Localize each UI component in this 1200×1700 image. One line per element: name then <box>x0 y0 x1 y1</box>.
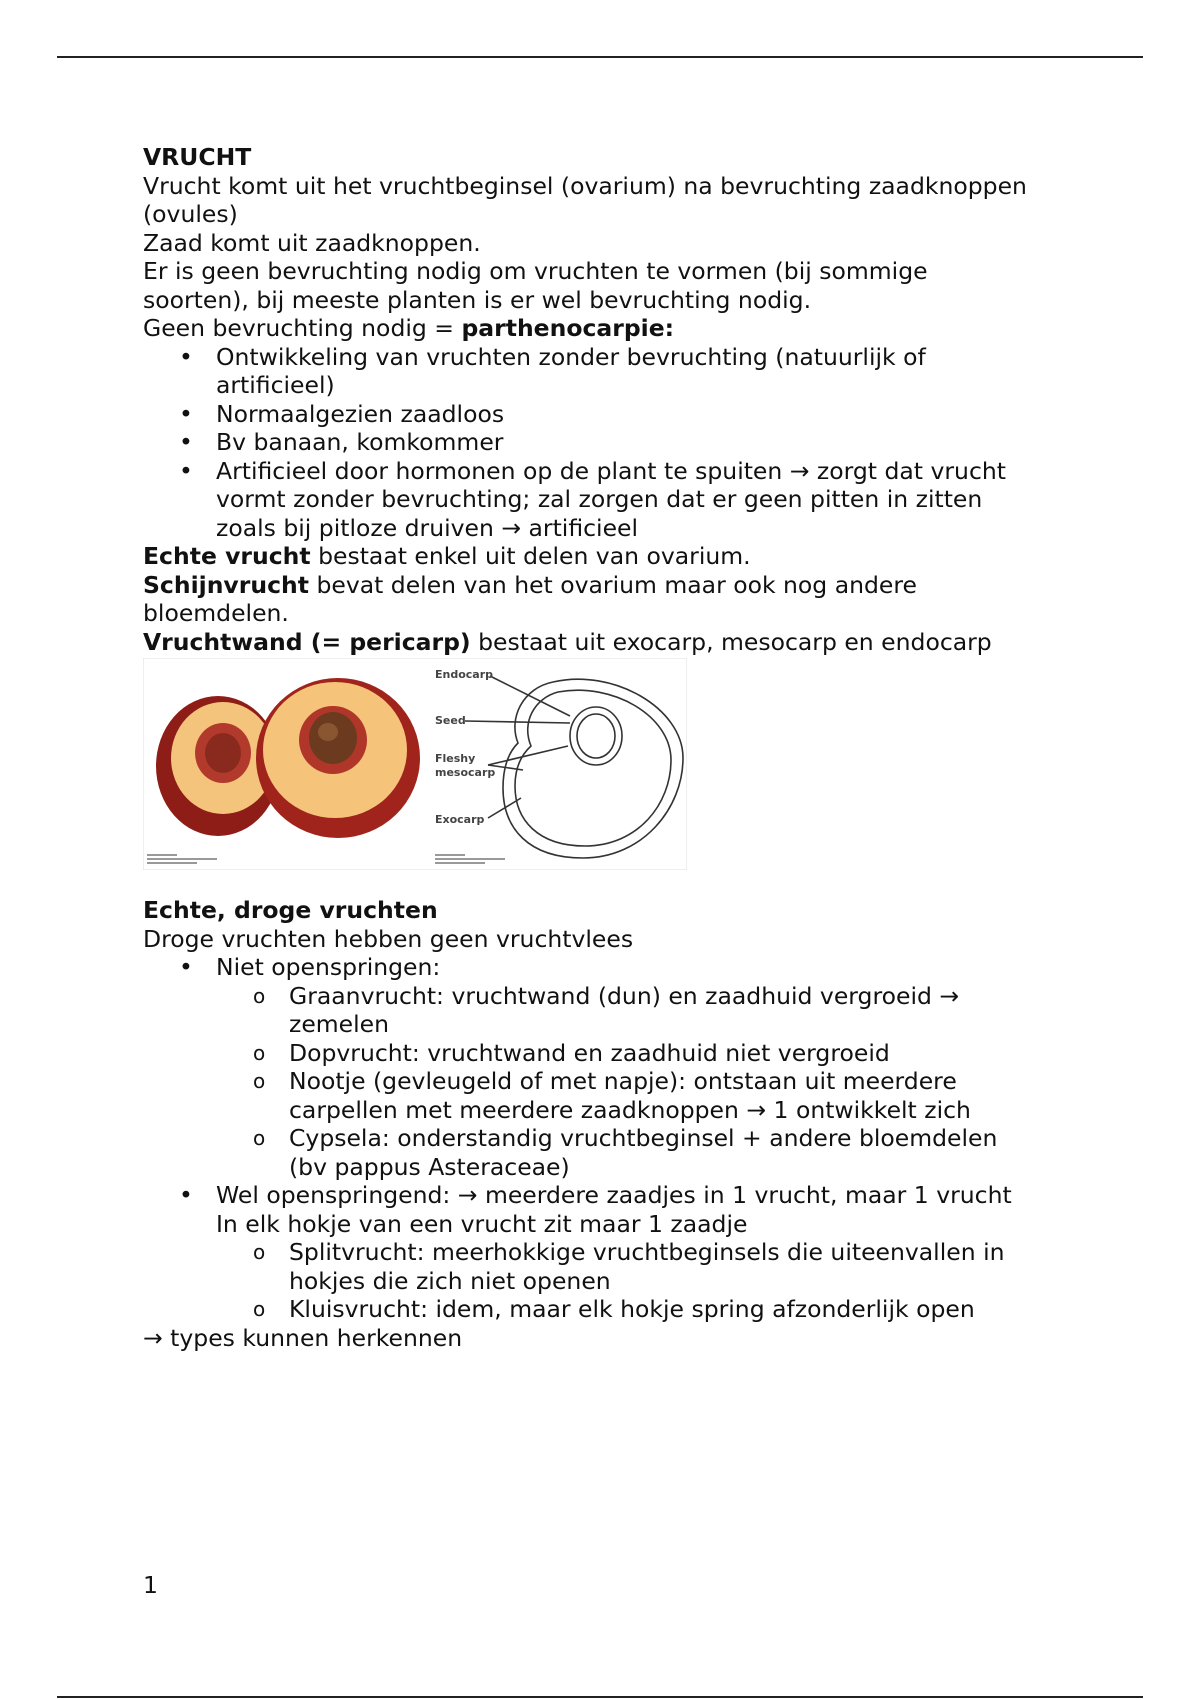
intro-line: soorten), bij meeste planten is er wel bevruchting nodig. <box>143 285 812 314</box>
intro-line: Er is geen bevruchting nodig om vruchten te vormen (bij sommige <box>143 257 928 285</box>
list-item <box>143 428 1093 457</box>
list-item-line: (bv pappus Asteraceae) <box>289 1152 570 1181</box>
list-item-line: carpellen met meerdere zaadknoppen → 1 ontwikkelt zich <box>289 1095 971 1124</box>
fleshy-label: Fleshy <box>435 752 476 765</box>
peach-photo <box>156 678 420 838</box>
parthenocarpie-term: parthenocarpie: <box>461 314 675 342</box>
intro-line: (ovules) <box>143 200 238 228</box>
sublist-item <box>216 1039 1093 1068</box>
document-body <box>143 143 1093 1352</box>
list-item-line: o Splitvrucht: meerhokkige vruchtbeginsels die uiteenvallen in <box>289 1238 1005 1266</box>
vruchtwand-term: Vruchtwand (= pericarp) <box>143 627 471 656</box>
vruchtwand-text: bestaat uit exocarp, mesocarp en endocarp <box>470 627 992 656</box>
sublist-item <box>216 982 1093 1039</box>
list-item-line: o Dopvrucht: vruchtwand en zaadhuid niet vergroeid <box>289 1038 890 1067</box>
sublist-item <box>216 1295 1093 1324</box>
vruchtwand-definition <box>143 628 1093 657</box>
list-item <box>143 457 1093 543</box>
intro-line: Zaad komt uit zaadknoppen. <box>143 228 481 257</box>
list-item <box>143 953 1093 1181</box>
parthenocarpie-prefix: Geen bevruchting nodig = <box>143 314 462 342</box>
list-item-line: • Normaalgezien zaadloos <box>216 399 505 428</box>
list-item-line: In elk hokje van een vrucht zit maar 1 zaadje <box>216 1209 748 1238</box>
list-item <box>143 343 1093 400</box>
list-item-line: o Nootje (gevleugeld of met napje): ontstaan uit meerdere <box>289 1067 957 1095</box>
list-item-line: o Graanvrucht: vruchtwand (dun) en zaadhuid vergroeid → <box>289 981 960 1010</box>
list-item-line: zoals bij pitloze druiven → artificieel <box>216 513 639 542</box>
list-item-line: o Kluisvrucht: idem, maar elk hokje spring afzonderlijk open <box>289 1295 975 1323</box>
footer-rule <box>57 1696 1143 1698</box>
schijnvrucht-text-cont: bloemdelen. <box>143 599 289 627</box>
sublist-item <box>216 1238 1093 1295</box>
sublist <box>216 1238 1093 1324</box>
sublist-item <box>216 1067 1093 1124</box>
droge-heading: Echte, droge vruchten <box>143 896 438 924</box>
sublist-item <box>216 1124 1093 1181</box>
header-rule <box>57 56 1143 58</box>
exocarp-label: Exocarp <box>435 813 485 826</box>
intro-line: Vrucht komt uit het vruchtbeginsel (ovarium) na bevruchting zaadknoppen <box>143 171 1027 200</box>
echte-vrucht-term: Echte vrucht <box>143 542 311 570</box>
seed-label: Seed <box>435 714 466 727</box>
peach-diagram <box>143 658 687 870</box>
list-item-line: hokjes die zich niet openen <box>289 1266 611 1295</box>
droge-intro: Droge vruchten hebben geen vruchtvlees <box>143 924 634 953</box>
spacer <box>143 870 1093 896</box>
list-item-line: • Artificieel door hormonen op de plant te spuiten → zorgt dat vrucht <box>216 456 1006 485</box>
list-item-line: • Wel openspringend: → meerdere zaadjes in 1 vrucht, maar 1 vrucht <box>216 1181 1012 1209</box>
list-item-line: • Niet openspringen: <box>216 953 441 981</box>
echte-vrucht-text: bestaat enkel uit delen van ovarium. <box>310 542 751 570</box>
page-number: 1 <box>143 1571 158 1599</box>
list-item-line: • Ontwikkeling van vruchten zonder bevruchting (natuurlijk of <box>216 342 926 371</box>
list-item <box>143 400 1093 429</box>
list-item-line: • Bv banaan, komkommer <box>216 428 504 456</box>
schijnvrucht-text: bevat delen van het ovarium maar ook nog andere <box>308 570 917 599</box>
endocarp-label: Endocarp <box>435 668 494 681</box>
sublist <box>216 982 1093 1182</box>
list-item <box>143 1181 1093 1324</box>
list-item-line: o Cypsela: onderstandig vruchtbeginsel + andere bloemdelen <box>289 1124 998 1152</box>
parthenocarpie-list <box>143 343 1093 543</box>
schijnvrucht-term: Schijnvrucht <box>143 570 309 599</box>
list-item-line: vormt zonder bevruchting; zal zorgen dat er geen pitten in zitten <box>216 485 983 513</box>
conclusion: → types kunnen herkennen <box>143 1323 463 1352</box>
schijnvrucht-definition <box>143 571 1093 600</box>
section-heading: VRUCHT <box>143 143 252 171</box>
droge-list <box>143 953 1093 1324</box>
mesocarp-label: mesocarp <box>435 766 496 779</box>
peach-figure <box>143 658 687 870</box>
list-item-line: zemelen <box>289 1010 390 1038</box>
list-item-line: artificieel) <box>216 371 335 399</box>
echte-vrucht-definition <box>143 542 1093 571</box>
parthenocarpie-line <box>143 314 1093 343</box>
